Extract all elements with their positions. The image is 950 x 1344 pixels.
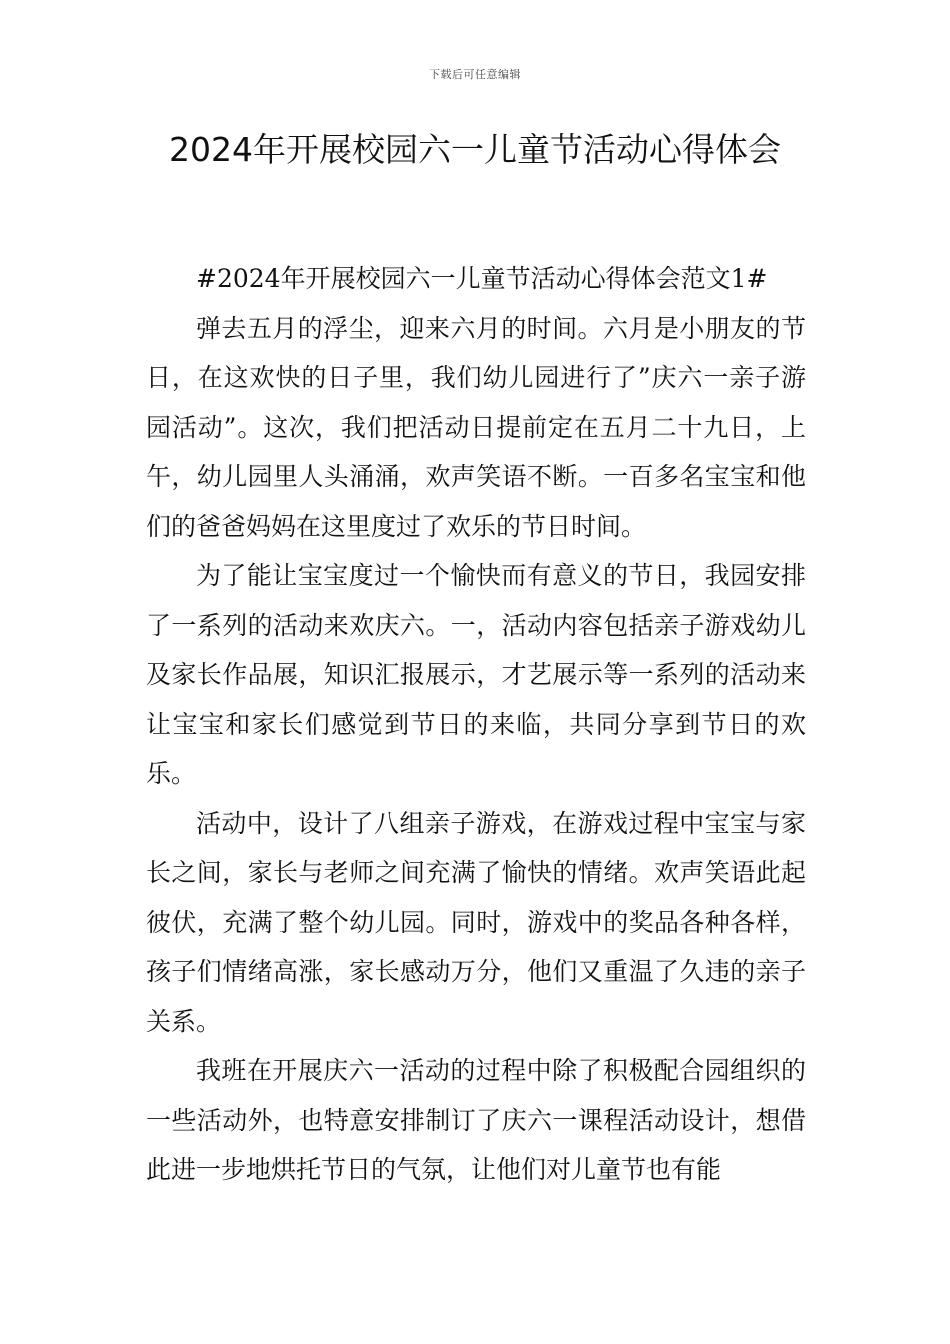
paragraph: 弹去五月的浮尘，迎来六月的时间。六月是小朋友的节日，在这欢快的日子里，我们幼儿园进行了”庆六一亲子游园活动”。这次，我们把活动日提前定在五月二十九日，上午，幼儿园里人头涌涌，欢声笑语不断。一百多名宝宝和他们的爸爸妈妈在这里度过了欢乐的节日时间。 [146,313,806,541]
section-heading: #2024年开展校园六一儿童节活动心得体会范文1# [196,264,768,293]
header-note: 下载后可任意编辑 [429,68,521,81]
document-body [146,254,806,1195]
paragraph: 我班在开展庆六一活动的过程中除了积极配合园组织的一些活动外，也特意安排制订了庆六一课程活动设计，想借此进一步地烘托节日的气氛，让他们对儿童节也有能 [146,1056,806,1184]
document-title: 2024年开展校园六一儿童节活动心得体会 [169,130,781,169]
paragraph: 为了能让宝宝度过一个愉快而有意义的节日，我园安排了一系列的活动来欢庆六。一，活动内容包括亲子游戏幼儿及家长作品展，知识汇报展示，才艺展示等一系列的活动来让宝宝和家长们感觉到节日的来临，共同分享到节日的欢乐。 [146,561,806,788]
paragraph: 活动中，设计了八组亲子游戏，在游戏过程中宝宝与家长之间，家长与老师之间充满了愉快的情绪。欢声笑语此起彼伏，充满了整个幼儿园。同时，游戏中的奖品各种各样，孩子们情绪高涨，家长感动万分，他们又重温了久违的亲子关系。 [146,808,806,1036]
